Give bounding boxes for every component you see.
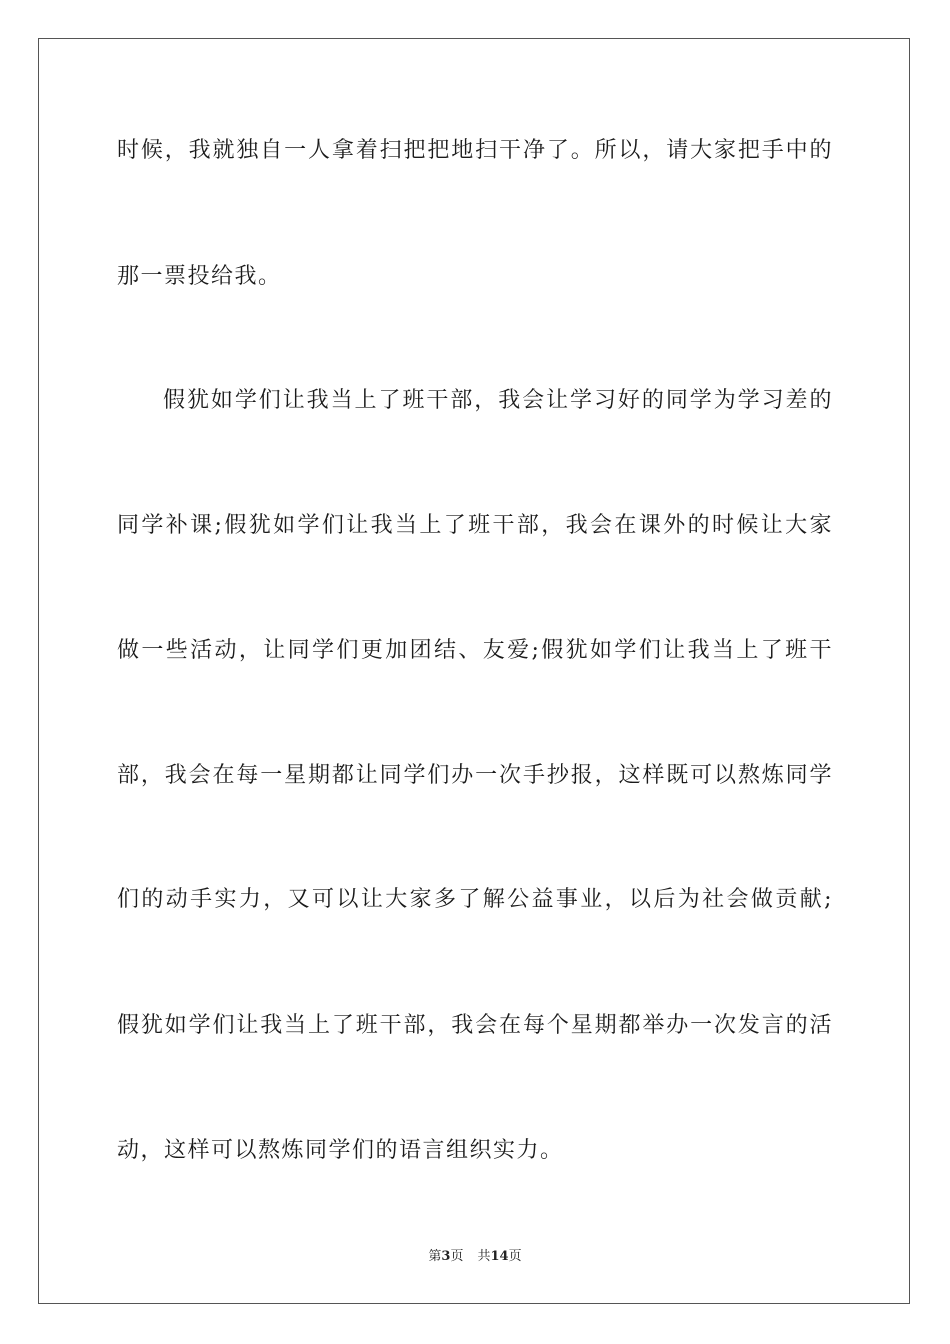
body-line-6: 部，我会在每一星期都让同学们办一次手抄报，这样既可以熬炼同学 xyxy=(117,763,833,788)
footer-page-current: 3 xyxy=(441,1249,451,1264)
page-frame xyxy=(38,38,910,1304)
footer-page-suffix: 页 xyxy=(450,1249,464,1264)
body-line-8: 假犹如学们让我当上了班干部，我会在每个星期都举办一次发言的活 xyxy=(117,1013,833,1038)
footer-total-suffix: 页 xyxy=(508,1249,522,1264)
body-line-7: 们的动手实力，又可以让大家多了解公益事业，以后为社会做贡献; xyxy=(117,887,833,912)
body-line-4: 同学补课;假犹如学们让我当上了班干部，我会在课外的时候让大家 xyxy=(117,513,833,538)
footer-total-prefix: 共 xyxy=(477,1249,491,1264)
body-line-9: 动，这样可以熬炼同学们的语言组织实力。 xyxy=(117,1138,564,1163)
body-line-2: 那一票投给我。 xyxy=(117,264,282,289)
footer-page-total: 14 xyxy=(490,1249,509,1264)
page-footer xyxy=(0,1248,950,1266)
body-line-5: 做一些活动，让同学们更加团结、友爱;假犹如学们让我当上了班干 xyxy=(117,638,833,663)
footer-page-prefix: 第 xyxy=(428,1249,442,1264)
body-line-1: 时候，我就独自一人拿着扫把把地扫干净了。所以，请大家把手中的 xyxy=(117,138,833,163)
body-line-3: 假犹如学们让我当上了班干部，我会让学习好的同学为学习差的 xyxy=(163,388,833,413)
